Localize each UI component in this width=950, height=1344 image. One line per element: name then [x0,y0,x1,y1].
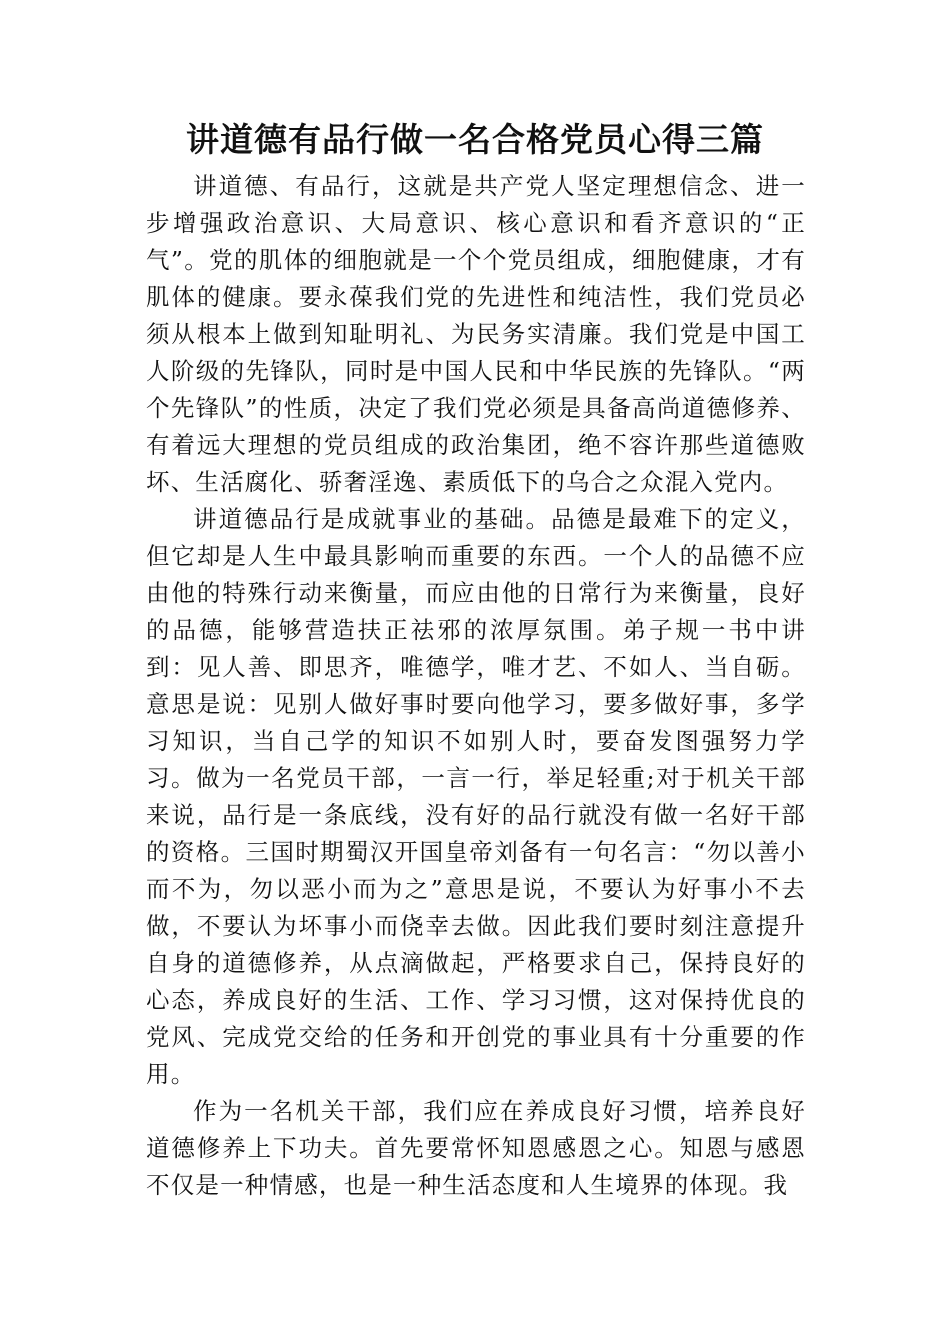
document-body [146,168,806,1204]
paragraph-1: 讲道德、有品行，这就是共产党人坚定理想信念、进一步增强政治意识、大局意识、核心意识和看齐意识的“正气”。党的肌体的细胞就是一个个党员组成，细胞健康，才有肌体的健康。要永葆我们党的先进性和纯洁性，我们党员必须从根本上做到知耻明礼、为民务实清廉。我们党是中国工人阶级的先锋队，同时是中国人民和中华民族的先锋队。“两个先锋队”的性质，决定了我们党必须是具备高尚道德修养、有着远大理想的党员组成的政治集团，绝不容许那些道德败坏、生活腐化、骄奢淫逸、素质低下的乌合之众混入党内。 [146,172,806,496]
document-title: 讲道德有品行做一名合格党员心得三篇 [186,120,764,159]
paragraph-3: 作为一名机关干部，我们应在养成良好习惯，培养良好道德修养上下功夫。首先要常怀知恩感恩之心。知恩与感恩不仅是一种情感，也是一种生活态度和人生境界的体现。我 [146,1097,806,1199]
paragraph-2: 讲道德品行是成就事业的基础。品德是最难下的定义，但它却是人生中最具影响而重要的东西。一个人的品德不应由他的特殊行动来衡量，而应由他的日常行为来衡量，良好的品德，能够营造扶正祛邪的浓厚氛围。弟子规一书中讲到：见人善、即思齐，唯德学，唯才艺、不如人、当自砺。意思是说：见别人做好事时要向他学习，要多做好事，多学习知识，当自己学的知识不如别人时，要奋发图强努力学习。做为一名党员干部，一言一行，举足轻重;对于机关干部来说，品行是一条底线，没有好的品行就没有做一名好干部的资格。三国时期蜀汉开国皇帝刘备有一句名言：“勿以善小而不为，勿以恶小而为之”意思是说，不要认为好事小不去做，不要认为坏事小而侥幸去做。因此我们要时刻注意提升自身的道德修养，从点滴做起，严格要求自己，保持良好的心态，养成良好的生活、工作、学习习惯，这对保持优良的党风、完成党交给的任务和开创党的事业具有十分重要的作用。 [146,505,806,1088]
